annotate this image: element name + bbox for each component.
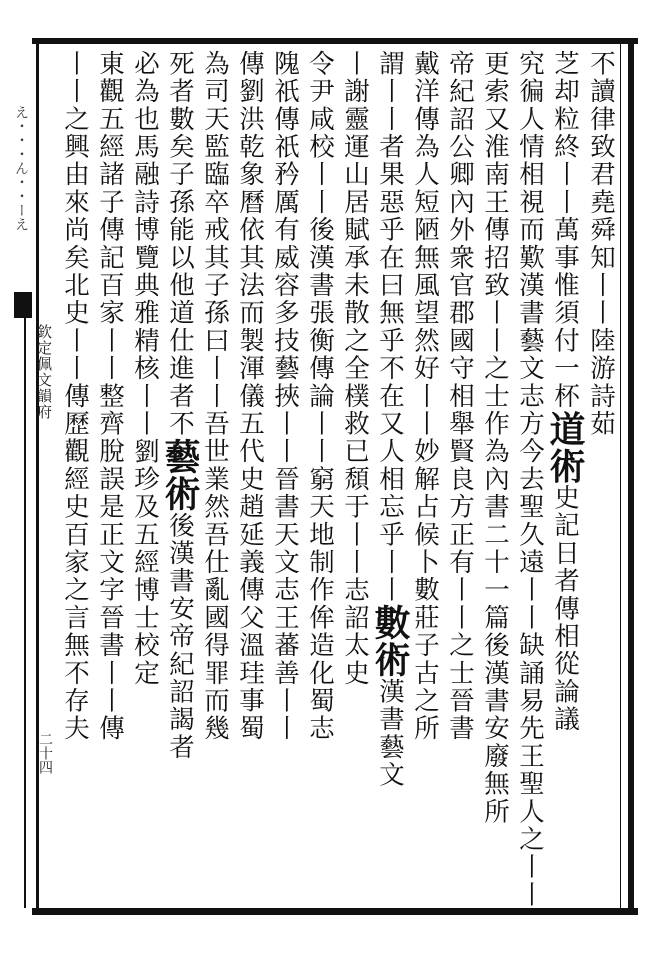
text-column-2 bbox=[544, 50, 586, 900]
column-text: 為司天監臨卒戒其子孫曰丨丨吾世業然吾仕亂國得罪而幾 bbox=[200, 50, 230, 743]
text-column-16 bbox=[59, 50, 91, 900]
center-fold-line bbox=[24, 318, 26, 908]
column-text: 誦易先王聖人之丨丨 bbox=[515, 659, 545, 909]
frame-left-border bbox=[36, 38, 39, 915]
column-text: 芝却粒終丨丨萬事惟須付一杯 bbox=[550, 50, 580, 411]
fish-tail-mark bbox=[14, 292, 32, 318]
text-column-15 bbox=[94, 50, 126, 900]
text-column-7 bbox=[369, 50, 411, 900]
text-column-13 bbox=[159, 50, 201, 900]
text-column-11 bbox=[234, 50, 266, 900]
text-column-5 bbox=[444, 50, 476, 900]
text-column-4 bbox=[479, 50, 511, 900]
text-column-14 bbox=[129, 50, 161, 900]
column-text: 丨謝靈運山居賦承未散之全樸救已頹于丨丨 bbox=[340, 50, 370, 577]
entry-heading: 藝術 bbox=[159, 437, 201, 512]
column-text: 必為也馬融詩博覽典雅精核丨丨 bbox=[130, 50, 160, 438]
page-number: 二十四 bbox=[37, 732, 53, 774]
column-text: 東觀五經諸子傳記百家丨丨整齊脫誤是正文字晉書丨丨傳 bbox=[95, 50, 125, 743]
column-text: 更索又淮南王傳招致丨丨之士作為內書二十一篇後漢書安 bbox=[480, 50, 510, 743]
margin-marks: え・・・ん・・ーえ bbox=[13, 105, 29, 231]
text-column-12 bbox=[199, 50, 231, 900]
column-text: 死者數矣子孫能以他道仕進者不 bbox=[165, 50, 195, 438]
text-column-10 bbox=[269, 50, 301, 900]
column-text: 令尹咸校丨丨後漢書張衡傳論丨丨窮天地制作侔造化蜀志 bbox=[305, 50, 335, 743]
column-text: 丨丨之興由來尚矣北史丨丨傳歷觀經史百家之言無不存夫 bbox=[60, 50, 90, 743]
column-text: 隗祇傳祇矜厲有威容多技藝挾丨丨晉書天文志王蕃善丨丨 bbox=[270, 50, 300, 743]
column-text: 劉珍及五經博士校定 bbox=[130, 437, 160, 688]
frame-bottom-border bbox=[32, 908, 638, 915]
text-column-6 bbox=[409, 50, 441, 900]
column-text: 後漢書安帝紀詔謁者 bbox=[165, 511, 195, 762]
column-text: 漢書藝文 bbox=[375, 678, 405, 789]
column-text: 廢無所 bbox=[480, 742, 510, 826]
frame-top-border bbox=[32, 38, 638, 44]
column-text: 史記日者傳相從論議 bbox=[550, 484, 580, 734]
text-column-9 bbox=[304, 50, 336, 900]
column-text: 志詔太史 bbox=[340, 576, 370, 688]
column-text: 究徧人情相視而歎漢書藝文志方今去聖久遠丨丨缺 bbox=[515, 50, 545, 660]
entry-heading: 道術 bbox=[544, 410, 586, 485]
column-text: 戴洋傳為人短陋無風望然好丨丨妙解占候卜數莊子古之所 bbox=[410, 50, 440, 743]
column-text: 帝紀詔公卿內外衆官郡國守相舉賢良方正有丨丨之士晉書 bbox=[445, 50, 475, 743]
text-column-1 bbox=[585, 50, 617, 900]
frame-right-border bbox=[628, 38, 634, 915]
column-text: 傳劉洪乾象曆依其法而製渾儀五代史趙延義傳父溫珪事蜀 bbox=[235, 50, 265, 743]
column-text: 謂丨丨者果惡乎在曰無乎不在又人相忘乎丨丨 bbox=[375, 50, 405, 604]
entry-heading: 數術 bbox=[369, 604, 411, 678]
column-text: 不讀律致君堯舜知丨丨陸游詩茹 bbox=[586, 50, 616, 438]
book-title: 欽定佩文韻府 bbox=[35, 324, 53, 420]
frame-right-inner-rule bbox=[620, 44, 621, 908]
text-column-8 bbox=[339, 50, 371, 900]
text-column-3 bbox=[514, 50, 546, 909]
